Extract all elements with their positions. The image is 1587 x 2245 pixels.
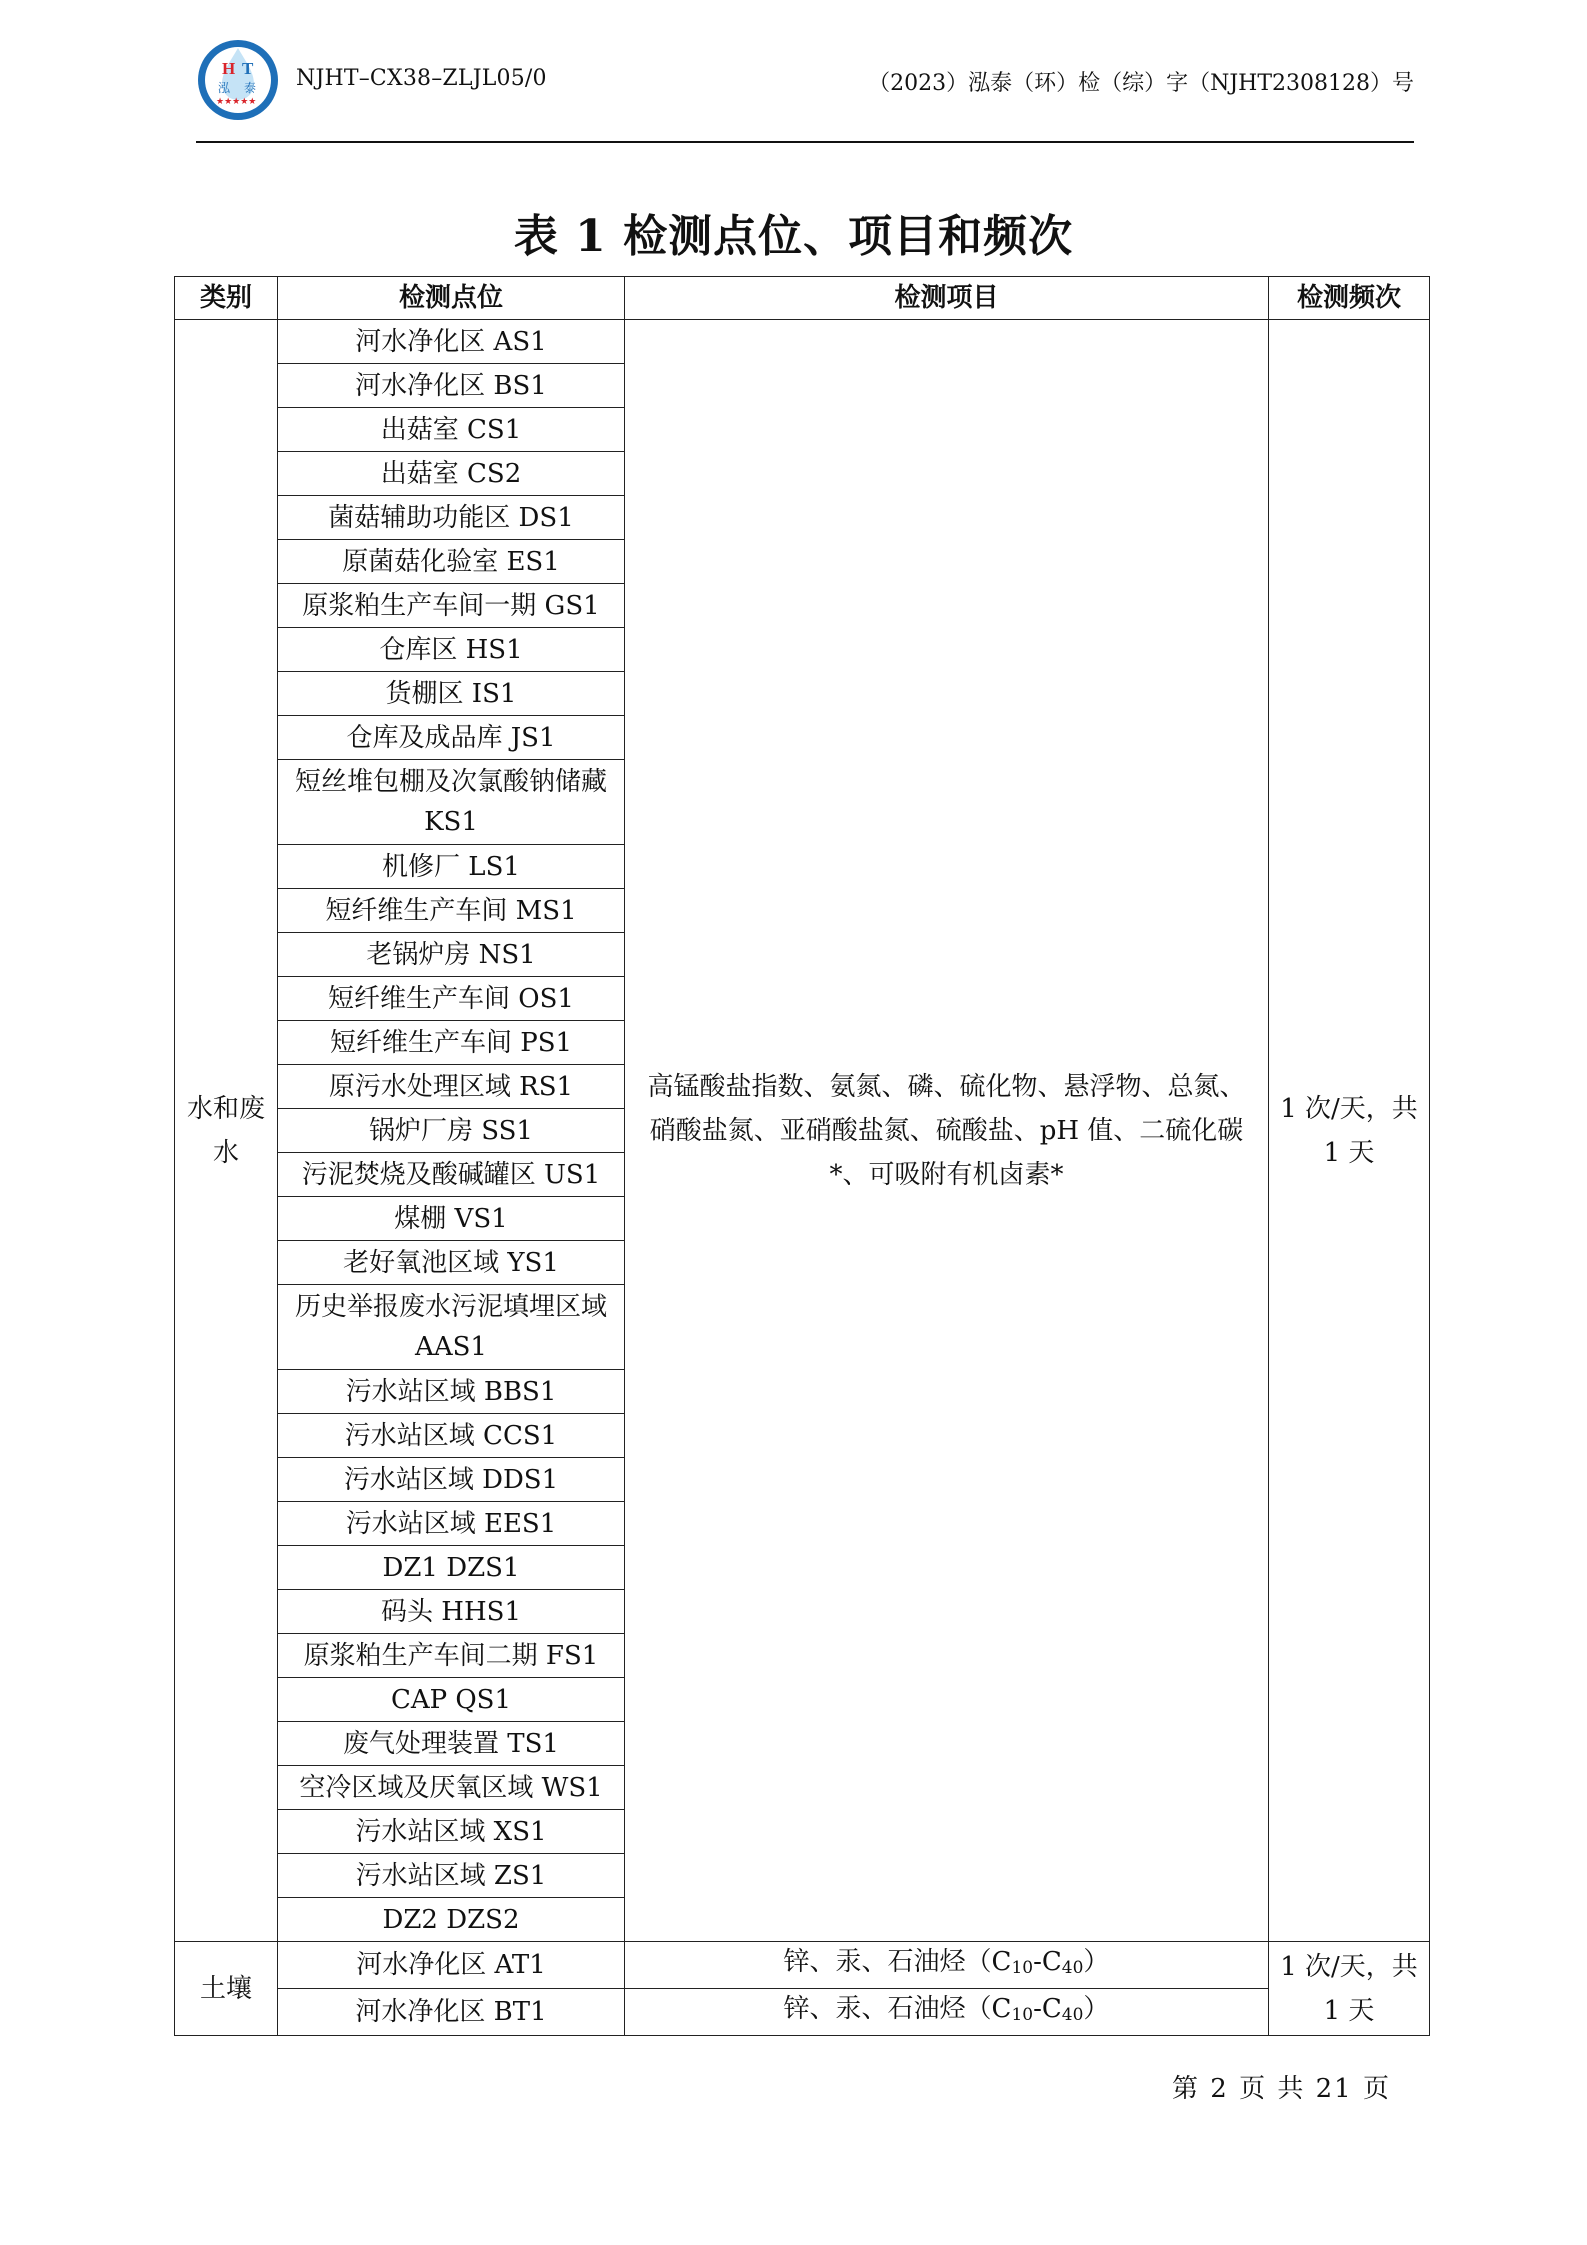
- header-category: 类别: [175, 277, 278, 320]
- items-text: ）: [1083, 1994, 1110, 2024]
- header-frequency: 检测频次: [1269, 277, 1430, 320]
- site-cell: 污水站区域 BBS1: [278, 1370, 625, 1414]
- page-header: [196, 36, 1414, 144]
- svg-text:泰: 泰: [244, 81, 257, 95]
- site-cell: 短纤维生产车间 MS1: [278, 889, 625, 933]
- site-cell: 短丝堆包棚及次氯酸钠储藏 KS1: [278, 760, 625, 845]
- site-cell: 短纤维生产车间 PS1: [278, 1021, 625, 1065]
- site-cell: DZ1 DZS1: [278, 1546, 625, 1590]
- items-text: -C: [1033, 1994, 1062, 2024]
- site-cell: 原污水处理区域 RS1: [278, 1065, 625, 1109]
- soil-section: [175, 1942, 1430, 2036]
- site-cell: CAP QS1: [278, 1678, 625, 1722]
- items-cell: [625, 1942, 1269, 1989]
- site-cell: 污水站区域 EES1: [278, 1502, 625, 1546]
- site-cell: 菌菇辅助功能区 DS1: [278, 496, 625, 540]
- site-cell: 污水站区域 CCS1: [278, 1414, 625, 1458]
- items-text: -C: [1033, 1947, 1062, 1977]
- site-cell: 污水站区域 ZS1: [278, 1854, 625, 1898]
- frequency-cell: 1 次/天，共 1 天: [1269, 320, 1430, 1942]
- items-text: 锌、汞、石油烃（C: [783, 1947, 1012, 1977]
- site-cell: 出菇室 CS1: [278, 408, 625, 452]
- table-header-row: [175, 277, 1430, 320]
- items-text: ）: [1083, 1947, 1110, 1977]
- category-cell: 土壤: [175, 1942, 278, 2036]
- table-row: [175, 1942, 1430, 1989]
- site-cell: 河水净化区 BS1: [278, 364, 625, 408]
- document-code: NJHT–CX38–ZLJL05/0: [296, 66, 547, 91]
- table-row: [175, 1989, 1430, 2036]
- site-cell: 原菌菇化验室 ES1: [278, 540, 625, 584]
- company-logo: [196, 38, 280, 122]
- site-cell: 锅炉厂房 SS1: [278, 1109, 625, 1153]
- items-text: 锌、汞、石油烃（C: [783, 1994, 1012, 2024]
- site-cell: 河水净化区 BT1: [278, 1989, 625, 2036]
- site-cell: 货棚区 IS1: [278, 672, 625, 716]
- table-row: [175, 320, 1430, 364]
- svg-text:H: H: [222, 59, 236, 78]
- site-cell: 原浆粕生产车间一期 GS1: [278, 584, 625, 628]
- frequency-cell: 1 次/天，共 1 天: [1269, 1942, 1430, 2036]
- items-cell: 高锰酸盐指数、氨氮、磷、硫化物、悬浮物、总氮、硝酸盐氮、亚硝酸盐氮、硫酸盐、pH 值、二硫化碳*、可吸附有机卤素*: [625, 320, 1269, 1942]
- site-cell: 河水净化区 AT1: [278, 1942, 625, 1989]
- site-cell: 污水站区域 DDS1: [278, 1458, 625, 1502]
- site-cell: 机修厂 LS1: [278, 845, 625, 889]
- site-cell: DZ2 DZS2: [278, 1898, 625, 1942]
- subscript-text: 40: [1061, 2005, 1084, 2025]
- site-cell: 仓库区 HS1: [278, 628, 625, 672]
- subscript-text: 10: [1011, 1958, 1034, 1978]
- svg-text:泓: 泓: [218, 81, 231, 95]
- category-cell: 水和废水: [175, 320, 278, 1942]
- detection-table: [174, 276, 1430, 2036]
- header-divider: [196, 141, 1414, 143]
- site-cell: 仓库及成品库 JS1: [278, 716, 625, 760]
- header-site: 检测点位: [278, 277, 625, 320]
- water-section: [175, 320, 1430, 1942]
- table-title: 表 1 检测点位、项目和频次: [513, 211, 1074, 262]
- site-cell: 河水净化区 AS1: [278, 320, 625, 364]
- site-cell: 老好氧池区域 YS1: [278, 1241, 625, 1285]
- svg-text:★★★★★: ★★★★★: [216, 97, 257, 107]
- page-number: 第 2 页 共 21 页: [1172, 2074, 1391, 2104]
- site-cell: 原浆粕生产车间二期 FS1: [278, 1634, 625, 1678]
- report-number: （2023）泓泰（环）检（综）字（NJHT2308128）号: [868, 71, 1414, 96]
- site-cell: 出菇室 CS2: [278, 452, 625, 496]
- site-cell: 历史举报废水污泥填埋区域 AAS1: [278, 1285, 625, 1370]
- site-cell: 废气处理装置 TS1: [278, 1722, 625, 1766]
- site-cell: 码头 HHS1: [278, 1590, 625, 1634]
- svg-text:T: T: [242, 59, 254, 78]
- site-cell: 短纤维生产车间 OS1: [278, 977, 625, 1021]
- header-items: 检测项目: [625, 277, 1269, 320]
- items-cell: [625, 1989, 1269, 2036]
- subscript-text: 10: [1011, 2005, 1034, 2025]
- subscript-text: 40: [1061, 1958, 1084, 1978]
- site-cell: 老锅炉房 NS1: [278, 933, 625, 977]
- site-cell: 污水站区域 XS1: [278, 1810, 625, 1854]
- site-cell: 煤棚 VS1: [278, 1197, 625, 1241]
- site-cell: 污泥焚烧及酸碱罐区 US1: [278, 1153, 625, 1197]
- site-cell: 空冷区域及厌氧区域 WS1: [278, 1766, 625, 1810]
